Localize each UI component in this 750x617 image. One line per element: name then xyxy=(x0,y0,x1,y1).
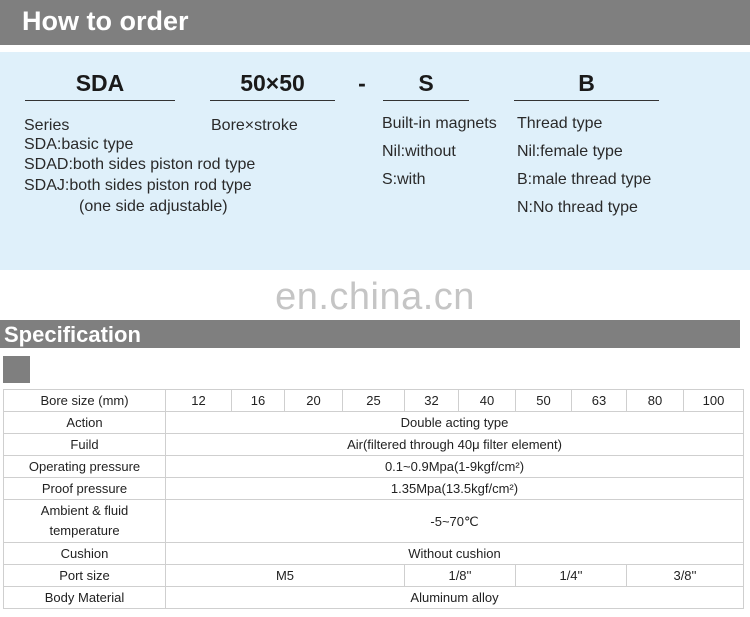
row-value: Air(filtered through 40μ filter element) xyxy=(166,434,744,456)
row-value: 0.1~0.9Mpa(1-9kgf/cm²) xyxy=(166,456,744,478)
port-cell: M5 xyxy=(166,565,405,587)
row-label: Proof pressure xyxy=(4,478,166,500)
magnets-label: Built-in magnets xyxy=(382,115,497,132)
series-option-note: (one side adjustable) xyxy=(79,198,228,215)
table-row xyxy=(4,500,744,543)
series-option: SDA:basic type xyxy=(24,136,134,153)
row-label: Port size xyxy=(4,565,166,587)
series-option: SDAD:both sides piston rod type xyxy=(24,156,256,173)
code-dash: - xyxy=(358,70,366,96)
bore-stroke-label: Bore×stroke xyxy=(211,117,298,134)
bore-cell: 100 xyxy=(684,390,744,412)
row-value: -5~70℃ xyxy=(166,500,744,543)
thread-option: N:No thread type xyxy=(517,199,638,216)
port-cell: 1/4'' xyxy=(516,565,627,587)
how-to-order-title: How to order xyxy=(22,6,189,36)
row-label: Operating pressure xyxy=(4,456,166,478)
spec-marker-square xyxy=(3,356,30,383)
bore-cell: 12 xyxy=(166,390,232,412)
row-label: Bore size (mm) xyxy=(4,390,166,412)
row-label: Fuild xyxy=(4,434,166,456)
series-option: SDAJ:both sides piston rod type xyxy=(24,177,252,194)
row-label: Ambient & fluid temperature xyxy=(4,500,166,543)
specification-title: Specification xyxy=(4,322,141,347)
watermark: en.china.cn xyxy=(275,276,475,318)
thread-option: Nil:female type xyxy=(517,143,623,160)
table-row xyxy=(4,587,744,609)
code-series: SDA xyxy=(75,70,125,96)
bore-cell: 16 xyxy=(232,390,285,412)
thread-label: Thread type xyxy=(517,115,603,132)
code-bore-underline xyxy=(210,100,335,101)
bore-cell: 80 xyxy=(627,390,684,412)
row-value: Without cushion xyxy=(166,543,744,565)
table-row xyxy=(4,478,744,500)
specification-header xyxy=(0,320,740,348)
code-thread: B xyxy=(578,70,595,96)
code-bore-stroke: 50×50 xyxy=(240,70,305,96)
port-cell: 3/8'' xyxy=(627,565,744,587)
row-label: Body Material xyxy=(4,587,166,609)
bore-cell: 40 xyxy=(459,390,516,412)
magnets-option: Nil:without xyxy=(382,143,456,160)
thread-option: B:male thread type xyxy=(517,171,652,188)
table-row xyxy=(4,543,744,565)
bore-cell: 20 xyxy=(285,390,343,412)
bore-cell: 50 xyxy=(516,390,572,412)
port-cell: 1/8'' xyxy=(405,565,516,587)
specification-table xyxy=(3,389,744,609)
table-row xyxy=(4,434,744,456)
bore-cell: 25 xyxy=(343,390,405,412)
magnets-option: S:with xyxy=(382,171,426,188)
code-thread-underline xyxy=(514,100,659,101)
row-value: 1.35Mpa(13.5kgf/cm²) xyxy=(166,478,744,500)
code-series-underline xyxy=(25,100,175,101)
series-label: Series xyxy=(24,117,70,134)
row-label: Cushion xyxy=(4,543,166,565)
bore-cell: 63 xyxy=(572,390,627,412)
row-value: Aluminum alloy xyxy=(166,587,744,609)
table-row xyxy=(4,456,744,478)
table-row xyxy=(4,565,744,587)
table-row xyxy=(4,412,744,434)
row-value: Double acting type xyxy=(166,412,744,434)
how-to-order-header xyxy=(0,0,750,45)
row-label: Action xyxy=(4,412,166,434)
bore-cell: 32 xyxy=(405,390,459,412)
code-magnet: S xyxy=(418,70,434,96)
table-row xyxy=(4,390,744,412)
code-magnet-underline xyxy=(383,100,469,101)
